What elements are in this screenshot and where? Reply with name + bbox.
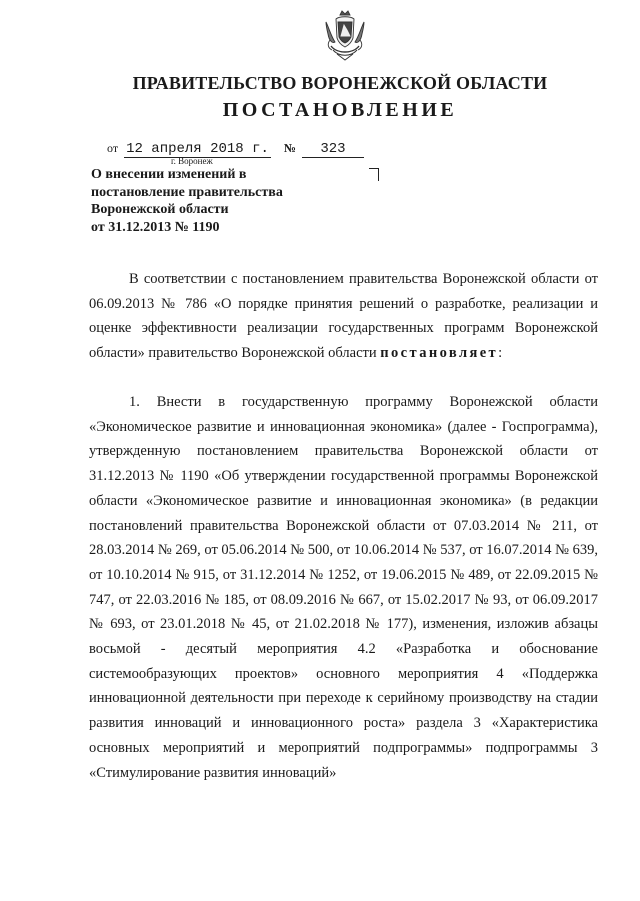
preamble-text: В соответствии с постановлением правительства Воронежской области от 06.09.2013 № 786 «О порядке принятия решений о разработке, реализации и оценке эффективности реализации государственных программ Воронежской области» правительство Воронежской области <box>89 271 598 362</box>
government-title: ПРАВИТЕЛЬСТВО ВОРОНЕЖСКОЙ ОБЛАСТИ <box>132 73 548 93</box>
document-subject <box>91 166 283 236</box>
preamble-end: : <box>498 345 503 362</box>
document-date: 12 апреля 2018 г. <box>126 141 269 157</box>
subject-corner-mark <box>369 168 379 181</box>
item-1-paragraph <box>89 390 598 785</box>
city-label: г. Воронеж <box>171 156 213 166</box>
subject-line: постановление правительства <box>91 184 283 200</box>
date-number-line <box>107 141 364 158</box>
document-number: 323 <box>302 141 364 158</box>
subject-line: О внесении изменений в <box>91 167 247 182</box>
number-sign-label: № <box>283 141 296 155</box>
date-prefix-label: от <box>107 141 119 155</box>
voronezh-coat-of-arms-icon <box>323 10 367 62</box>
subject-line: Воронежской области <box>91 202 229 217</box>
subject-line: от 31.12.2013 № 1190 <box>91 219 220 235</box>
document-type-title: ПОСТАНОВЛЕНИЕ <box>222 99 458 121</box>
resolves-word: постановляет <box>380 345 499 362</box>
item-1-text: 1. Внести в государственную программу Воронежской области «Экономическое развитие и инновационная экономика» (далее - Госпрограмма), утвержденную постановлением правительства Воронежской области от 31.12.2013 № 1190 «Об утверждении государственной программы Воронежской области «Экономическое развитие и инновационная экономика» (в редакции постановлений правительства Воронежской области от 07.03.2014 № 211, от 28.03.2014 № 269, от 05.06.2014 № 500, от 10.06.2014 № 537, от 16.07.2014 № 639, от 10.10.2014 № 915, от 31.12.2014 № 1252, от 19.06.2015 № 489, от 22.09.2015 № 747, от 22.03.2016 № 185, от 08.09.2016 № 667, от 15.02.2017 № 93, от 06.09.2017 № 693, от 23.01.2018 № 45, от 21.02.2018 № 177), изменения, изложив абзацы восьмой - десятый мероприятия 4.2 «Разработка и обоснование системообразующих проектов» основного мероприятия 4 «Поддержка инновационной деятельности при переходе к серийному производству на стадии развития инноваций и инновационного роста» раздела 3 «Характеристика основных мероприятий и мероприятий подпрограммы» подпрограммы 3 «Стимулирование развития инноваций» <box>89 394 598 781</box>
preamble-paragraph <box>89 267 598 366</box>
